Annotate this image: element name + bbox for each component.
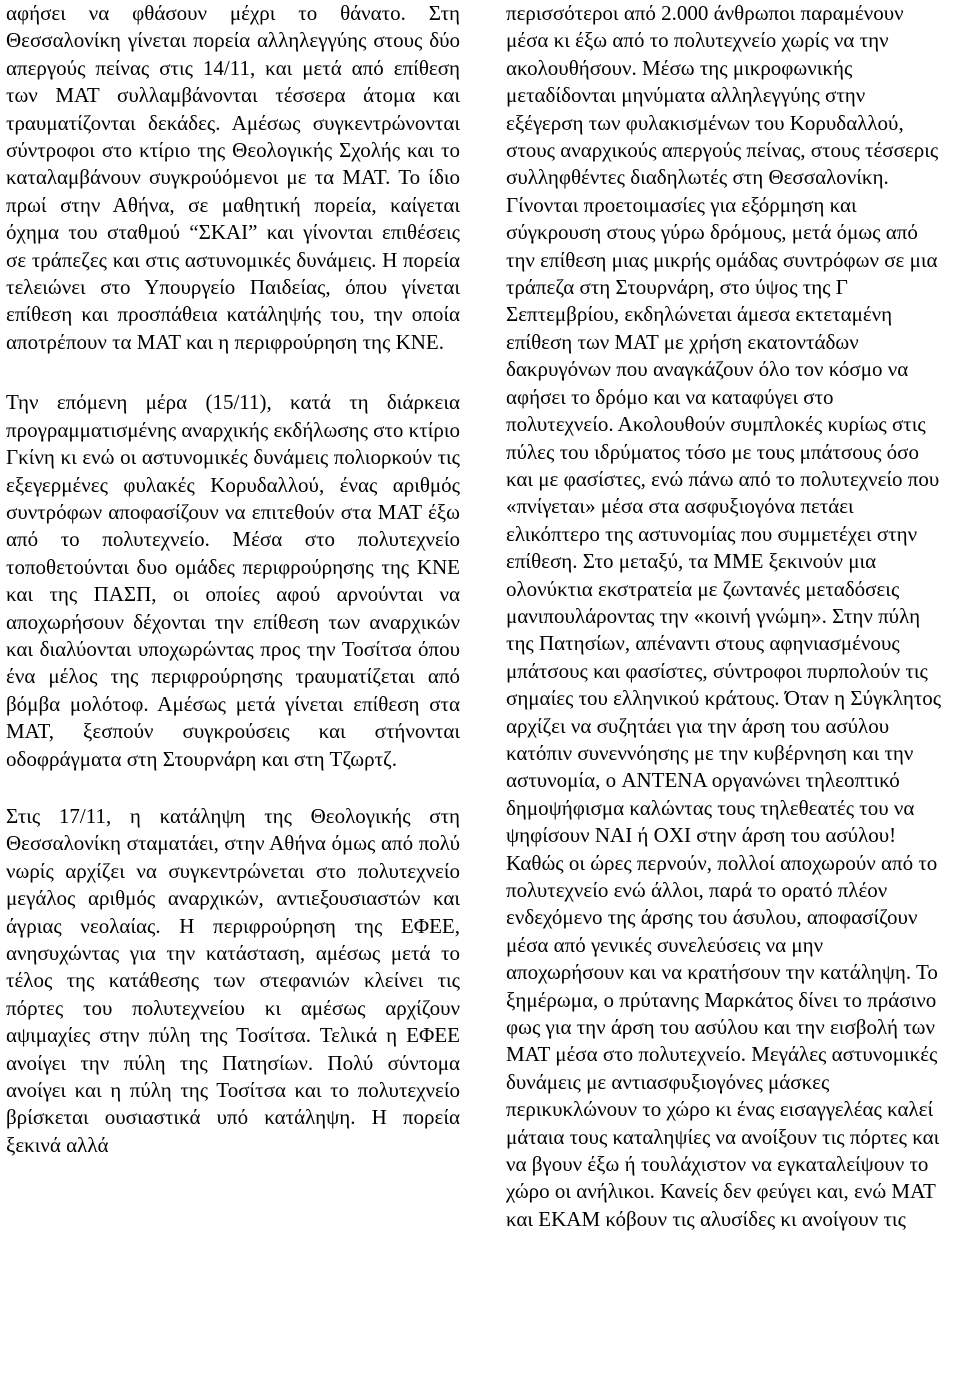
paragraph-spacer: [6, 356, 460, 389]
paragraph-spacer: [6, 773, 460, 803]
paragraph-continuation: περισσότεροι από 2.000 άνθρωποι παραμένουν μέσα κι έξω από το πολυτεχνείο χωρίς να την ακολουθήσουν. Μέσω της μικροφωνικής μεταδίδονται μηνύματα αλληλεγγύης στην εξέγερση των φυλακισμένων του Κορυδαλλού, στους αναρχικούς απεργούς πείνας, στους τέσσερις συλληφθέντες διαδηλωτές στη Θεσσαλονίκη. Γίνονται προετοιμασίες για εξόρμηση και σύγκρουση στους γύρω δρόμους, μετά όμως από την επίθεση μιας μικρής ομάδας συντρόφων σε μια τράπεζα στη Στουρνάρη, στο ύψος της Γ Σεπτεμβρίου, εκδηλώνεται άμεσα εκτεταμένη επίθεση των ΜΑΤ με χρήση εκατοντάδων δακρυγόνων που αναγκάζουν όλο τον κόσμο να αφήσει το δρόμο και να καταφύγει στο πολυτεχνείο. Ακολουθούν συμπλοκές κυρίως στις πύλες του ιδρύματος τόσο με τους μπάτσους όσο και με φασίστες, ενώ πάνω από το πολυτεχνείο που «πνίγεται» μέσα στα ασφυξιογόνα πετάει ελικόπτερο της αστυνομίας που συμμετέχει στην επίθεση. Στο μεταξύ, τα ΜΜΕ ξεκινούν μια ολονύκτια εκστρατεία με ζωντανές μεταδόσεις μανιπουλάροντας την «κοινή γνώμη». Στην πύλη της Πατησίων, απέναντι στους αφηνιασμένους μπάτσους και φασίστες, σύντροφοι πυρπολούν τις σημαίες του ελληνικού κράτους. Όταν η Σύγκλητος αρχίζει να συζητάει για την άρση του ασύλου κατόπιν συνεννόησης με την κυβέρνηση και την αστυνομία, ο ANTENA οργανώνει τηλεοπτικό δημοψήφισμα καλώντας τους τηλεθεατές του να ψηφίσουν ΝΑΙ ή ΟΧΙ στην άρση του ασύλου! Καθώς οι ώρες περνούν, πολλοί αποχωρούν από το πολυτεχνείο ενώ άλλοι, παρά το ορατό πλέον ενδεχόμενο της άρσης του άσυλου, αποφασίζουν μέσα από γενικές συνελεύσεις να μην αποχωρήσουν και να κρατήσουν την κατάληψη. Το ξημέρωμα, ο πρύτανης Μαρκάτος δίνει το πράσινο φως για την άρση του ασύλου και την εισβολή των ΜΑΤ μέσα στο πολυτεχνείο. Μεγάλες αστυνομικές δυνάμεις με αντιασφυξιογόνες μάσκες περικυκλώνουν το χώρο κι ένας εισαγγελέας καλεί μάταια τους καταληψίες να ανοίξουν τις πόρτες και να βγουν έξω ή τουλάχιστον να εγκαταλείψουν το χώρο οι ανήλικοι. Κανείς δεν φεύγει και, ενώ ΜΑΤ και ΕΚΑΜ κόβουν τις αλυσίδες κι ανοίγουν τις: [506, 1, 942, 1231]
paragraph-thessaloniki-march: αφήσει να φθάσουν μέχρι το θάνατο. Στη Θεσσαλονίκη γίνεται πορεία αλληλεγγύης στους δύο απεργούς πείνας στις 14/11, και μετά από επίθεση των ΜΑΤ συλλαμβάνονται τέσσερα άτομα και τραυματίζονται δεκάδες. Αμέσως συγκεντρώνονται σύντροφοι στο κτίριο της Θεολογικής Σχολής και το καταλαμβάνουν συγκρούόμενοι με τα ΜΑΤ. Το ίδιο πρωί στην Αθήνα, σε μαθητική πορεία, καίγεται όχημα του σταθμού “ΣΚΑΙ” και γίνονται επιθέσεις σε τράπεζες και στις αστυνομικές δυνάμεις. Η πορεία τελειώνει στο Υπουργείο Παιδείας, όπου γίνεται επίθεση και προσπάθεια κατάληψής του, την οποία αποτρέπουν τα ΜΑΤ και η περιφρούρηση της ΚΝΕ.: [6, 1, 460, 354]
paragraph-gkini-event: Την επόμενη μέρα (15/11), κατά τη διάρκεια προγραμματισμένης αναρχικής εκδήλωσης στο κτίριο Γκίνη κι ενώ οι αστυνομικές δυνάμεις πολιορκούν τις εξεγερμένες φυλακές Κορυδαλλού, ένας αριθμός συντρόφων αποφασίζουν να επιτεθούν στα ΜΑΤ έξω από το πολυτεχνείο. Μέσα στο πολυτεχνείο τοποθετούνται δυο ομάδες περιφρούρησης της ΚΝΕ και της ΠΑΣΠ, οι οποίες αφού αρνούνται να αποχωρήσουν δέχονται την επίθεση των αναρχικών και διαλύονται υποχωρώντας προς την Τοσίτσα όπου ένα μέλος της περιφρούρησης τραυματίζεται από βόμβα μολότοφ. Αμέσως μετά γίνεται επίθεση στα ΜΑΤ, ξεσπούν συγκρούσεις και στήνονται οδοφράγματα στη Στουρνάρη και στη Τζωρτζ.: [6, 390, 460, 771]
left-column: [6, 0, 460, 1159]
right-column: [506, 0, 946, 1233]
paragraph-november-17: Στις 17/11, η κατάληψη της Θεολογικής στη Θεσσαλονίκη σταματάει, στην Αθήνα όμως από πολύ νωρίς αρχίζει να συγκεντρώνεται στο πολυτεχνείο μεγάλος αριθμός αναρχικών, αντιεξουσιαστών και άγριας νεολαίας. Η περιφρούρηση της ΕΦΕΕ, ανησυχώντας για την κατάσταση, αμέσως μετά το τέλος της κατάθεσης των στεφανιών κλείνει τις πόρτες του πολυτεχνείου κι αμέσως αρχίζουν αψιμαχίες στην πύλη της Τοσίτσα. Τελικά η ΕΦΕΕ ανοίγει την πύλη της Πατησίων. Πολύ σύντομα ανοίγει και η πύλη της Τοσίτσα και το πολυτεχνείο βρίσκεται ουσιαστικά υπό κατάληψη. Η πορεία ξεκινά αλλά: [6, 803, 460, 1157]
